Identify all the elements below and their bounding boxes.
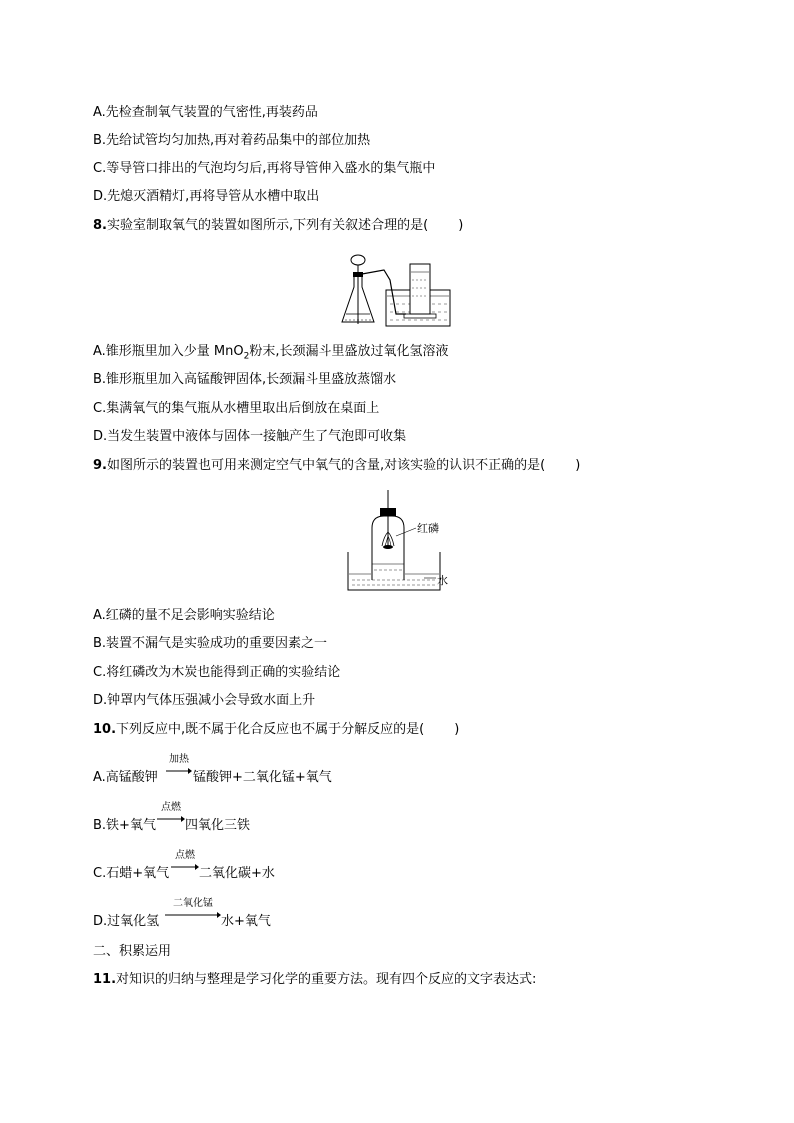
q8-number: 8. <box>93 218 107 233</box>
q7-option-a: A.先检查制氧气装置的气密性,再装药品 <box>93 105 318 120</box>
q8-apparatus-figure <box>334 252 454 332</box>
q8-stem <box>93 218 463 234</box>
q11-number: 11. <box>93 972 117 987</box>
q9-option-c: C.将红磷改为木炭也能得到正确的实验结论 <box>93 665 341 680</box>
q7-option-c: C.等导管口排出的气泡均匀后,再将导管伸入盛水的集气瓶中 <box>93 161 436 176</box>
q10-stem-text: 下列反应中,既不属于化合反应也不属于分解反应的是( <box>116 722 425 737</box>
q9-option-a: A.红磷的量不足会影响实验结论 <box>93 608 275 623</box>
q10-stem <box>93 722 459 738</box>
q9-close-paren: ) <box>575 458 581 473</box>
q8-close-paren: ) <box>458 218 464 233</box>
section-title: 二、积累运用 <box>93 944 172 959</box>
q11-stem-text: 对知识的归纳与整理是学习化学的重要方法。现有四个反应的文字表达式: <box>116 972 537 987</box>
q9-label-phosphorus: 红磷 <box>417 522 439 535</box>
q9-stem <box>93 458 580 474</box>
q8-stem-text: 实验室制取氧气的装置如图所示,下列有关叙述合理的是( <box>106 218 429 233</box>
reaction-arrow: 加热 <box>166 754 192 784</box>
q11-stem <box>93 972 536 988</box>
q7-option-b: B.先给试管均匀加热,再对着药品集中的部位加热 <box>93 133 371 148</box>
q8-option-a: A.锥形瓶里加入少量 MnO$_2$粉末,长颈漏斗里盛放过氧化氢溶液 <box>93 344 449 362</box>
q9-stem-text: 如图所示的装置也可用来测定空气中氧气的含量,对该实验的认识不正确的是( <box>106 458 546 473</box>
q10-close-paren: ) <box>454 722 460 737</box>
q8-option-d: D.当发生装置中液体与固体一接触产生了气泡即可收集 <box>93 429 407 444</box>
q9-option-b: B.装置不漏气是实验成功的重要因素之一 <box>93 636 328 651</box>
q9-option-d: D.钟罩内气体压强减小会导致水面上升 <box>93 693 316 708</box>
q9-label-water: 水 <box>437 574 448 587</box>
q10-number: 10. <box>93 722 117 737</box>
q8-option-c: C.集满氧气的集气瓶从水槽里取出后倒放在桌面上 <box>93 401 380 416</box>
reaction-arrow: 二氧化锰 <box>165 898 221 928</box>
q7-option-d: D.先熄灭酒精灯,再将导管从水槽中取出 <box>93 189 320 204</box>
q9-number: 9. <box>93 458 107 473</box>
q8-option-b: B.锥形瓶里加入高锰酸钾固体,长颈漏斗里盛放蒸馏水 <box>93 372 397 387</box>
reaction-arrow: 点燃 <box>157 802 185 832</box>
reaction-arrow: 点燃 <box>171 850 199 880</box>
